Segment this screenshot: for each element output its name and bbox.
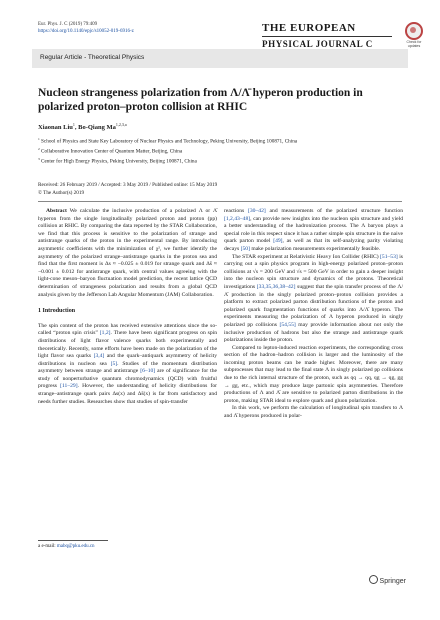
body-paragraph: In this work, we perform the calculation of longitudinal spin transfers to Λ and Λ̄ hyperons produced in polar- <box>224 405 403 420</box>
footnote-prefix: a e-mail: <box>38 544 57 549</box>
check-for-updates-button[interactable] <box>402 22 426 48</box>
article-category: Regular Article - Theoretical Physics <box>40 54 145 61</box>
abstract-label: Abstract <box>46 208 67 214</box>
citation-doi-link[interactable]: https://doi.org/10.1140/epjc/s10052-019-6916-z <box>38 28 134 34</box>
citation-link[interactable]: [1,2] <box>99 330 111 337</box>
abstract <box>38 208 217 299</box>
citation-link[interactable]: [11–29] <box>60 383 78 390</box>
crossmark-label-2: updates <box>407 44 421 48</box>
right-column <box>224 208 403 421</box>
email-link[interactable]: mabq@pku.edu.cn <box>56 544 95 549</box>
author-list: Xiaonan Liu$^1$, Bo-Qiang Ma$^{1,2,3,a}$ <box>38 122 127 132</box>
citation-link[interactable]: [33,35,36,38–42] <box>256 283 296 290</box>
publisher-logo <box>369 575 406 585</box>
journal-the: THE EUROPEAN <box>262 22 356 34</box>
affiliation-line: $^3$ Center for High Energy Physics, Peking University, Beijing 100871, China <box>38 157 197 166</box>
crossmark-icon <box>405 22 423 40</box>
divider <box>38 201 402 202</box>
journal-logo <box>262 22 392 49</box>
footnote <box>38 544 95 549</box>
section-heading: 1 Introduction <box>38 308 76 315</box>
author-affil-sup: 1 <box>72 122 75 127</box>
citation-link[interactable]: [50] <box>240 245 250 252</box>
abstract-text: We calculate the inclusive production of a polarized Λ or Λ̄ hyperon from the single longitudinally polarized proton and proton (pp) collision at RHIC. By comparing the data reported by the STAR Collaboration, we find that this process is sensitive to the polarization of strange and antistrange quarks of the proton in the experimental range. By introducing asymmetric coefficients with the minimization of χ², we further identify the asymmetry of the polarized strange–antistrange quarks in the proton sea and find that the first moment is Δs ≈ −0.025 ± 0.019 for strange quark and Δs̄ ≈ −0.001 ± 0.012 for antistrange quark, with central values agreeing with the light-cone meson–baryon fluctuation model prediction, the recent lattice QCD determination of strangeness polarization and results from a global QCD analysis given by the Jefferson Lab Angular Momentum (JAM) Collaboration. <box>38 208 217 298</box>
citation-link[interactable]: [54,55] <box>279 321 296 328</box>
journal-name: PHYSICAL JOURNAL C <box>262 39 373 49</box>
received-accepted-published: Received: 26 February 2019 / Accepted: 3 May 2019 / Published online: 15 May 2019 <box>38 182 218 188</box>
affiliation-line: $^1$ School of Physics and State Key Laboratory of Nuclear Physics and Technology, Peking University, Beijing 100871, China <box>38 137 298 145</box>
affiliations <box>38 136 398 167</box>
article-category-bar <box>32 49 408 68</box>
citation-link[interactable]: [1,2,43–48] <box>224 215 251 222</box>
citation-link[interactable]: [6–10] <box>140 368 156 375</box>
citation-link[interactable]: [49] <box>273 238 283 245</box>
body-paragraph: Compared to lepton-induced reaction experiments, the corresponding cross section of the hadron–hadron collision is larger and the luminosity of the incoming proton beams can be made higher. Moreover, there are many subprocesses that may lead to the final state Λ in singly polarized pp collisions due to the rich internal structure of the proton, such as qq → qq, qg → qg, gg → gg, etc., which may produce large partonic spin asymmetries. Therefore productions of Λ and Λ̄ are sensitive to polarized parton distributions in the proton, making STAR ideal to explore quark and gluon polarization. <box>224 344 403 404</box>
footnote-divider <box>38 540 108 541</box>
affiliation-line: $^2$ Collaborative Innovation Center of Quantum Matter, Beijing, China <box>38 147 183 155</box>
citation-volume: Eur. Phys. J. C (2019) 79:409 <box>38 22 98 27</box>
publisher-name: Springer <box>379 578 406 585</box>
left-column <box>38 208 217 406</box>
citation-link[interactable]: [30–42] <box>248 208 266 214</box>
citation-link[interactable]: [51–53] <box>380 253 398 260</box>
citation-link[interactable]: [3,4] <box>93 353 105 360</box>
citation-link[interactable]: [5] <box>110 360 118 367</box>
publication-dates <box>38 182 217 197</box>
author-affil-sup: 1,2,3,a <box>115 122 127 127</box>
intro-paragraph: The spin content of the proton has received extensive attentions since the so-called “proton spin crisis” [1,2]. There have been significant progress on spin distributions of light flavor valence quarks both experimentally and theoretically. Recently, some efforts have been made on the polarization of the light flavor sea quarks [3,4] and the quark–antiquark asymmetry of helicity distributions in nucleon sea [5]. Studies of the momentum distribution asymmetry between strange and antistrange [6–10] are of significance for the study of nonperturbative quantum chromodynamics (QCD) with fruitful progress [11–29]. However, the understanding of helicity distributions for strange–antistrange quark pairs Δs(x) and Δs̄(x) is far from satisfactory and needs further studies. Researches show that studies of spin-transfer <box>38 322 218 405</box>
paper-title: Nucleon strangeness polarization from Λ/Λ̄ hyperon production in polarized proton–proton collision at RHIC <box>38 87 363 113</box>
copyright: © The Author(s) 2019 <box>38 189 85 196</box>
body-paragraph: The STAR experiment at Relativistic Heavy Ion Collider (RHIC) [51–53] is carrying out a spin physics program in high-energy polarized proton–proton collisions at √s = 200 GeV and √s = 500 GeV in order to gain a deeper insight into the nucleon spin structure and dynamics of the protons. Theoretical investigations [33,35,36,38–42] suggest that the spin transfer process of the Λ/Λ̄ production in the singly polarized proton–proton collision provides a platform to extract polarized parton distribution functions of the proton and polarized quark fragmentation functions of quarks into Λ/Λ̄ hyperon. The experiments measuring the polarization of Λ hyperon produced in singly polarized pp collisions [54,55] may provide information about not only the inclusive production of hadrons but also the strange and antistrange quark polarizations inside the proton. <box>224 253 404 344</box>
author-name: Xiaonan Liu <box>38 124 73 132</box>
springer-horse-icon <box>369 575 378 584</box>
journal-citation <box>38 22 134 35</box>
author-name: Bo-Qiang Ma <box>78 124 116 132</box>
body-paragraph: reactions [30–42] and measurements of the polarized structure function [1,2,43–48], can provide new insights into the nucleon spin structure and yield a better understanding of the hadronization process. The Λ baryon plays a special role in this respect since it has a rather simple spin structure in the naive quark parton model [49], as well as that its self-analyzing parity violating decays [50] make polarization measurements experimentally feasible. <box>224 208 403 252</box>
crossmark-label-1: Check for <box>406 40 422 44</box>
